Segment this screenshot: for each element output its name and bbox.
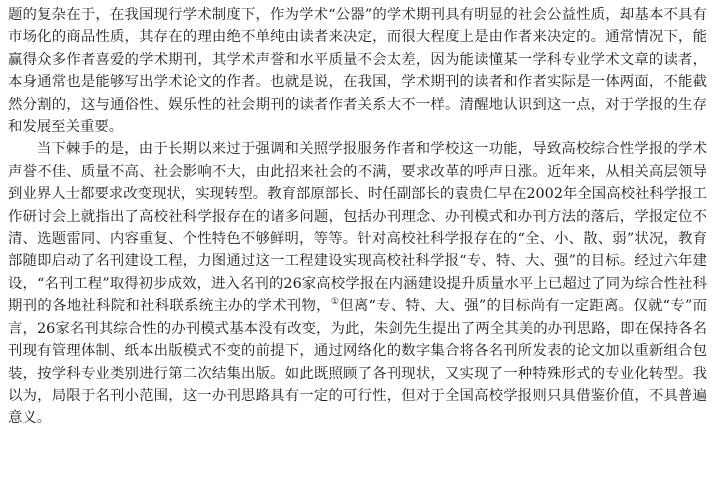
paragraph-text: 但离“专、特、大、强”的目标尚有一定距离。仅就“专”而言，26家名刊其综合性的办刊模式基本没有改变，为此，朱剑先生提出了两全其美的办刊思路，即在保持各名刊现有管理体制、纸本出版模式不变的前提下，通过网络化的数字集合将各名刊所发表的论文加以重新组合包装，按学科专业类别进行第二次结集出版。如此既照顾了各刊现状，又实现了一种特殊形式的专业化转型。我以为，局限于名刊小范围，这一办刊思路具有一定的可行性，但对于全国高校学报则只具借鉴价值，不具普遍意义。 [8, 298, 707, 427]
paragraph-text: 当下棘手的是，由于长期以来过于强调和关照学报服务作者和学校这一功能，导致高校综合性学报的学术声誉不佳、质量不高、社会影响不大，由此招来社会的不满，要求改革的呼声日涨。近年来，从相关高层领导到业界人士都要求改变现状，实现转型。教育部原部长、时任副部长的袁贵仁早在2002年全国高校社科学报工作研讨会上就指出了高校社科学报存在的诸多问题，包括办刊理念、办刊模式和办刊方法的落后，学报定位不清、选题雷同、内容重复、个性特色不够鲜明，等等。针对高校社科学报存在的“全、小、散、弱”状况，教育部随即启动了名刊建设工程，力图通过这一工程建设实现高校社科学报“专、特、大、强”的目标。经过六年建设，“名刊工程”取得初步成效，进入名刊的26家高校学报在内涵建设提升质量水平上已超过了同为综合性社科期刊的各地社科院和社科联系统主办的学术刊物， [8, 141, 707, 315]
body-paragraph-continuation [8, 4, 707, 138]
paragraph-text: 题的复杂在于，在我国现行学术制度下，作为学术“公器”的学术期刊具有明显的社会公益性质，却基本不具有市场化的商品性质，其存在的理由绝不单纯由读者来决定，而很大程度上是由作者来决定的。通常情况下，能赢得众多作者喜爱的学术期刊，其学术声誉和水平质量不会太差，因为能读懂某一学科专业学术文章的读者，本身通常也是能够写出学术论文的作者。也就是说，在我国，学术期刊的读者和作者实际是一体两面，不能截然分割的，这与通俗性、娱乐性的社会期刊的读者作者关系大不一样。清醒地认识到这一点，对于学报的生存和发展至关重要。 [8, 7, 707, 136]
body-paragraph [8, 138, 707, 429]
footnote-marker[interactable]: ① [330, 297, 340, 308]
